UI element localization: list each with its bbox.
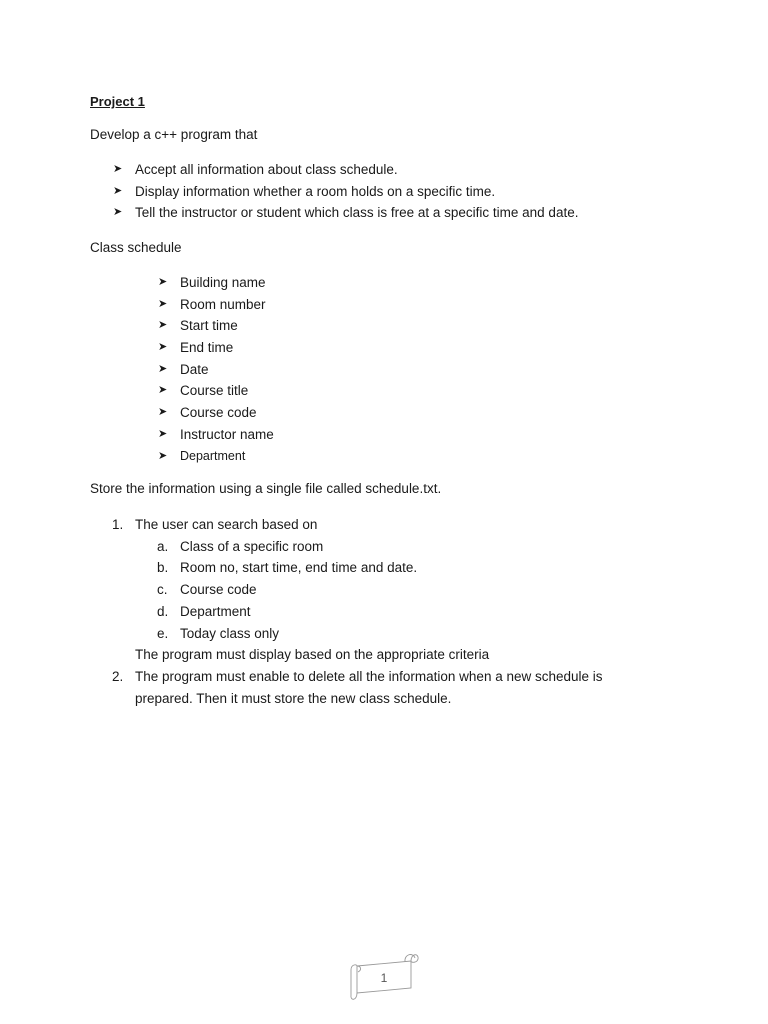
arrow-bullet-icon: ➤	[158, 449, 168, 462]
page-number: 1	[380, 971, 388, 985]
list-item: ➤ Department	[180, 446, 274, 468]
arrow-bullet-icon: ➤	[158, 362, 168, 375]
tasks-list	[90, 514, 650, 709]
list-item: ➤ Course title	[180, 380, 274, 402]
list-item: e. Today class only	[157, 625, 280, 641]
list-item: ➤ Accept all information about class schedule.	[135, 159, 578, 181]
task-text: The program must enable to delete all the information when a new schedule is prepared. Then it must store the new class schedule.	[135, 668, 603, 706]
arrow-bullet-icon: ➤	[158, 406, 168, 419]
list-item: ➤ Building name	[180, 272, 274, 294]
arrow-bullet-icon: ➤	[158, 297, 168, 310]
list-item: ➤ Room number	[180, 294, 274, 316]
task-text: The user can search based on	[135, 517, 318, 532]
intro-paragraph: Develop a c++ program that	[90, 127, 258, 142]
arrow-bullet-icon: ➤	[113, 163, 123, 175]
arrow-bullet-icon: ➤	[113, 184, 123, 197]
list-item: ➤ End time	[180, 337, 274, 359]
arrow-bullet-icon: ➤	[158, 276, 168, 288]
list-item: b. Room no, start time, end time and date.	[157, 560, 418, 576]
arrow-bullet-icon: ➤	[158, 341, 168, 354]
page-number-footer	[349, 950, 419, 1005]
list-item: ➤ Tell the instructor or student which class is free at a specific time and date.	[135, 202, 578, 224]
document-title: Project 1	[90, 94, 145, 109]
arrow-bullet-icon: ➤	[113, 206, 123, 219]
arrow-bullet-icon: ➤	[158, 384, 168, 397]
list-item: ➤ Instructor name	[180, 424, 274, 446]
arrow-bullet-icon: ➤	[158, 319, 168, 332]
list-item: ➤ Start time	[180, 315, 274, 337]
list-item: ➤ Course code	[180, 402, 274, 424]
list-item: c. Course code	[157, 582, 257, 598]
list-item: 2. The program must enable to delete all the information when a new schedule is prepared. Then it must store the new class schedule.	[90, 666, 650, 709]
storage-note: Store the information using a single file called schedule.txt.	[90, 481, 442, 496]
arrow-bullet-icon: ➤	[158, 427, 168, 440]
task-after-text: The program must display based on the appropriate criteria	[135, 647, 490, 663]
list-item: a. Class of a specific room	[157, 538, 324, 554]
list-item: 1. The user can search based on a. Class of a specific room b. Room no, start time, end time and date. c. Course code d. Department e. Today class only The program must display based on the appropriate criteria	[90, 514, 650, 666]
list-item: ➤ Date	[180, 359, 274, 381]
schedule-heading: Class schedule	[90, 240, 182, 255]
list-item: ➤ Display information whether a room holds on a specific time.	[135, 181, 578, 203]
search-criteria-list	[135, 536, 650, 645]
schedule-fields-list	[158, 272, 274, 467]
list-item: d. Department	[157, 603, 251, 619]
requirements-list	[113, 159, 579, 224]
